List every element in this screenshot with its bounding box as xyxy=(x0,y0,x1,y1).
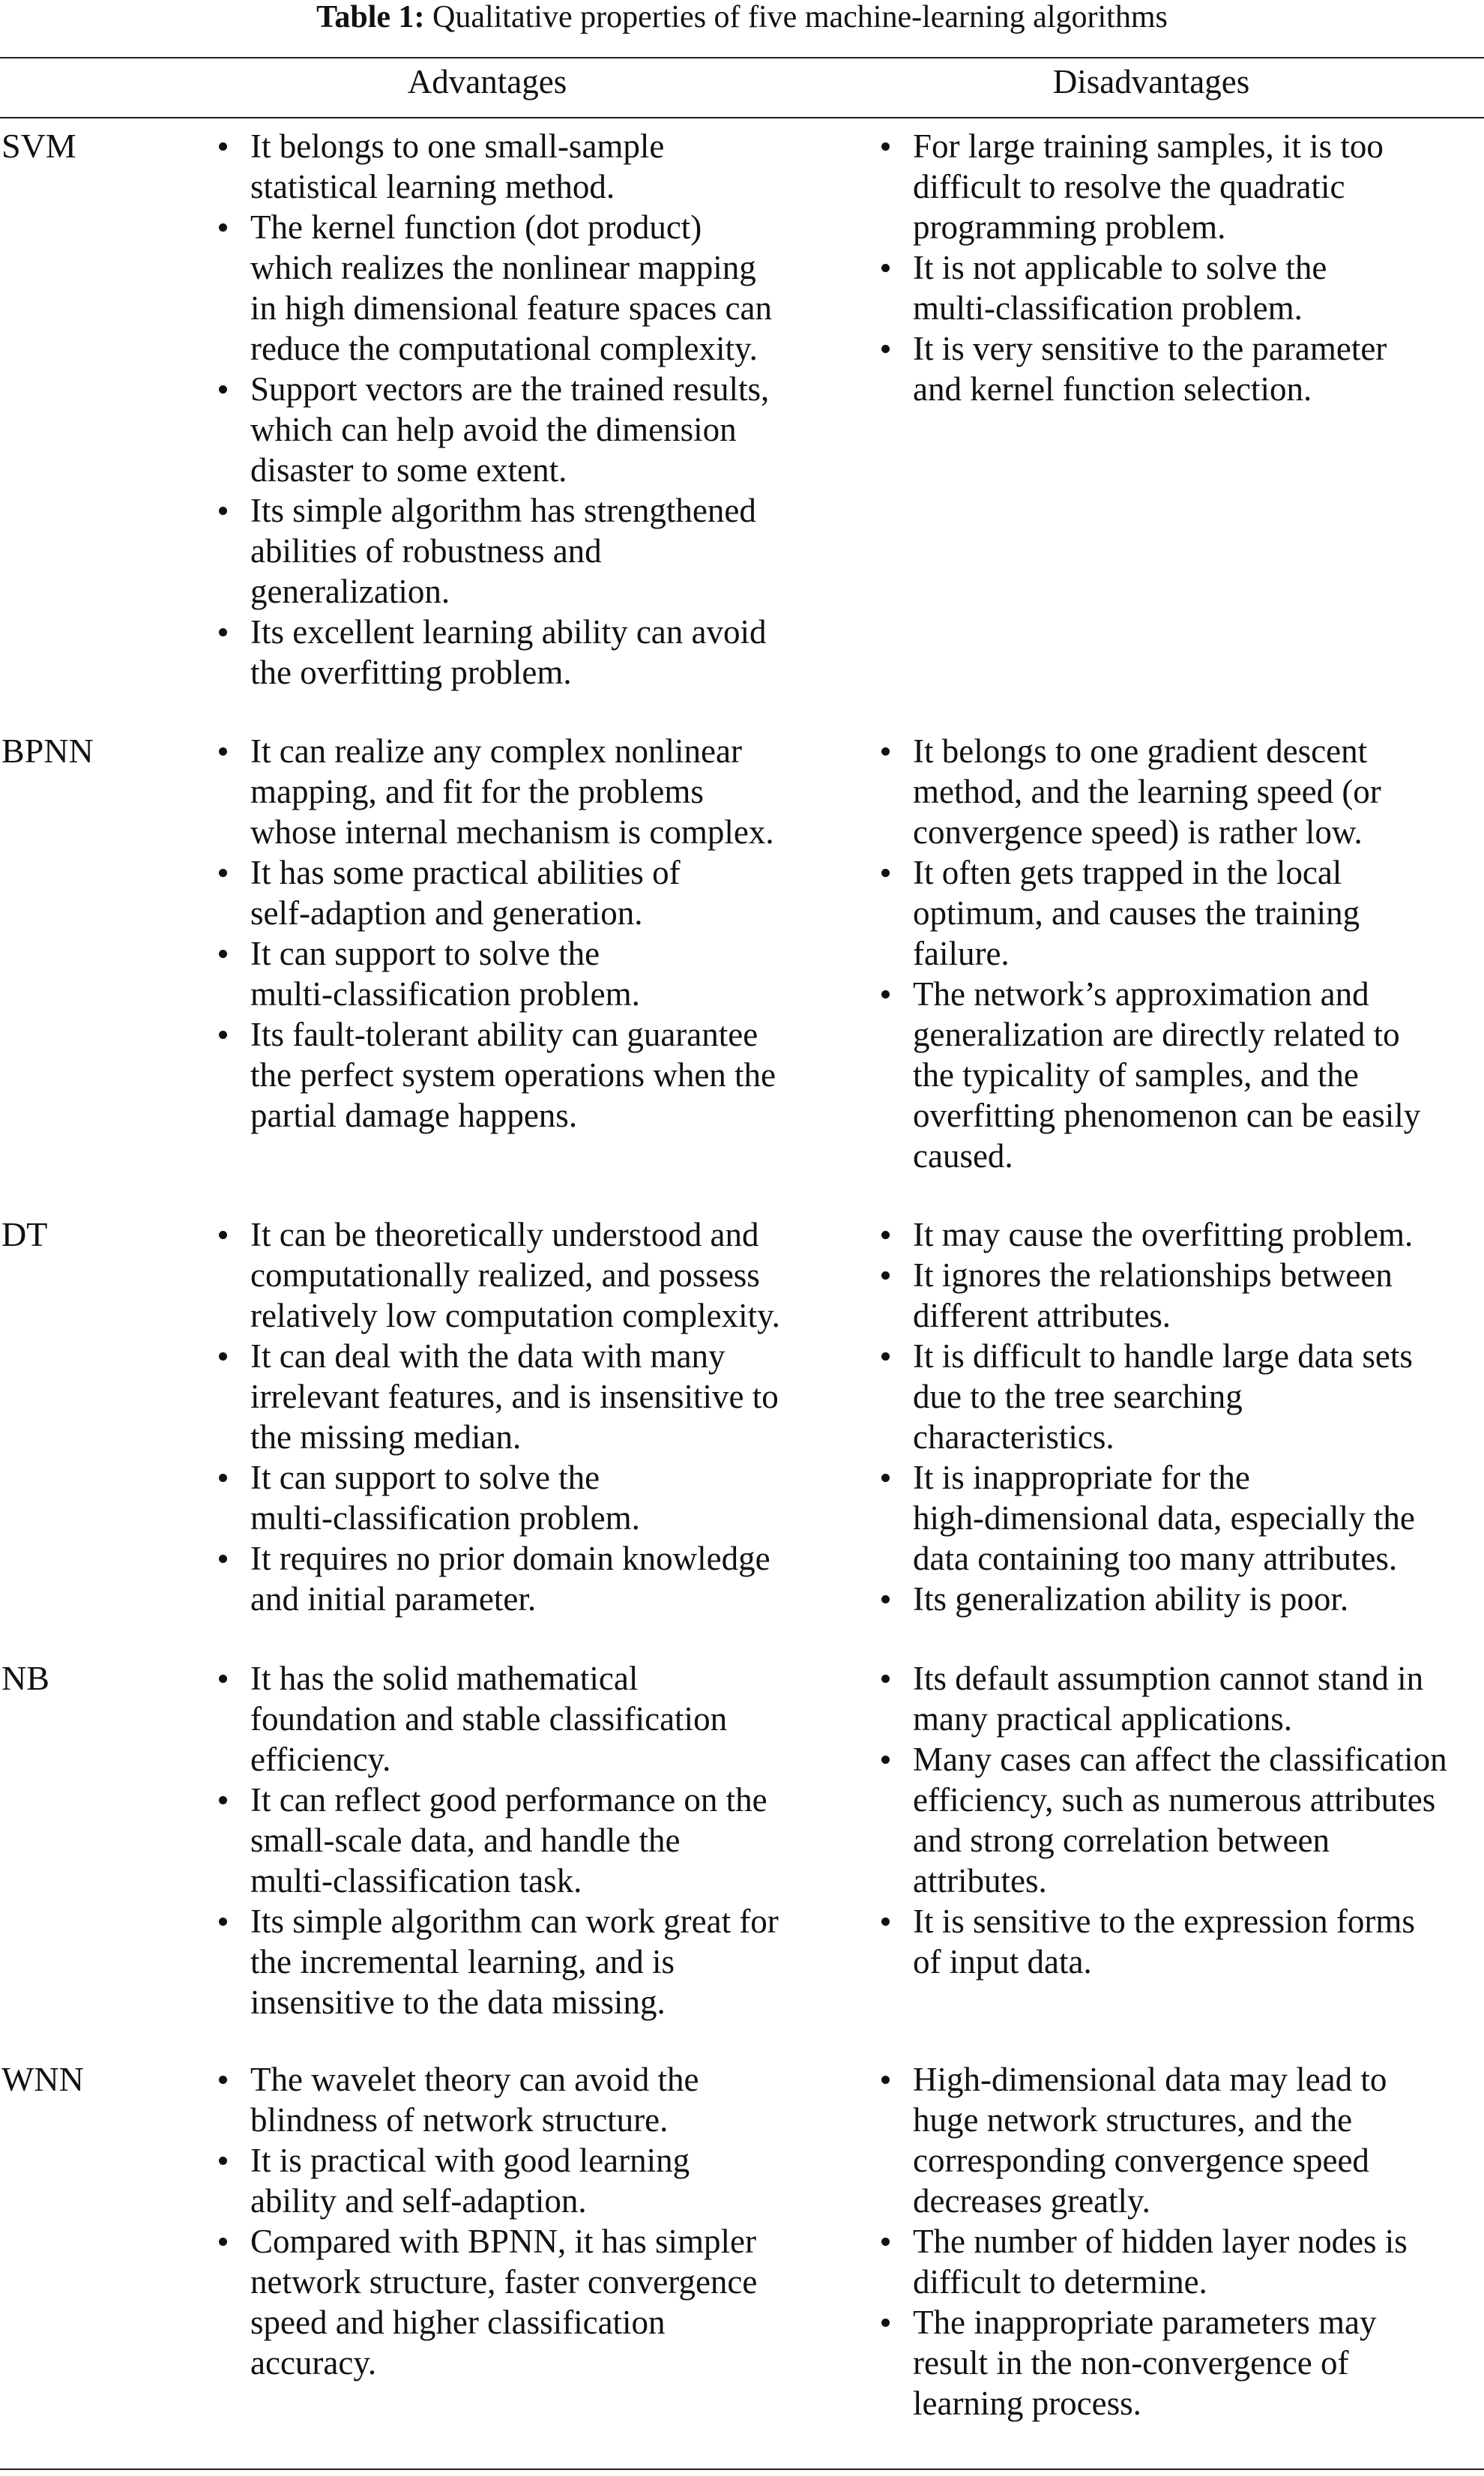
bullet-line: multi-classification problem. xyxy=(250,1499,640,1537)
bullet-line: It is not applicable to solve the xyxy=(913,249,1327,286)
bullet-dot-icon xyxy=(219,1352,227,1361)
bullet-line: It is practical with good learning xyxy=(250,2142,690,2179)
bullet-line: High-dimensional data may lead to xyxy=(913,2061,1387,2098)
bullet-line: learning process. xyxy=(913,2385,1141,2422)
table-caption xyxy=(0,0,1484,34)
bullet-line: The kernel function (dot product) xyxy=(250,208,702,246)
bullet-line: and initial parameter. xyxy=(250,1580,537,1618)
algorithm-name: BPNN xyxy=(1,732,94,770)
bullet-item xyxy=(913,2221,1483,2302)
bullet-item xyxy=(913,247,1483,328)
bullet-line: accuracy. xyxy=(250,2344,377,2382)
bullet-line: computationally realized, and possess xyxy=(250,1256,760,1294)
bullet-dot-icon xyxy=(219,223,227,232)
bullet-line: speed and higher classification xyxy=(250,2304,666,2341)
bullet-dot-icon xyxy=(881,1675,890,1683)
bullet-line: which can help avoid the dimension xyxy=(250,411,737,448)
bullet-dot-icon xyxy=(881,1474,890,1482)
bullet-dot-icon xyxy=(881,869,890,877)
bullet-line: efficiency, such as numerous attributes xyxy=(913,1781,1436,1819)
bullet-line: It belongs to one small-sample xyxy=(250,127,665,165)
bullet-line: caused. xyxy=(913,1137,1013,1175)
bullet-dot-icon xyxy=(219,1555,227,1563)
bullet-line: programming problem. xyxy=(913,208,1226,246)
bullet-item xyxy=(250,731,850,852)
bullet-dot-icon xyxy=(219,142,227,151)
bullet-dot-icon xyxy=(219,1031,227,1039)
bullet-line: many practical applications. xyxy=(913,1700,1293,1738)
bullet-line: It has the solid mathematical xyxy=(250,1660,639,1697)
bullet-item xyxy=(913,1579,1483,1619)
bullet-line: disaster to some extent. xyxy=(250,451,567,489)
bullet-line: It can deal with the data with many xyxy=(250,1337,726,1375)
bullet-line: The number of hidden layer nodes is xyxy=(913,2223,1408,2260)
bullet-item xyxy=(913,328,1483,409)
bullet-item xyxy=(913,974,1483,1176)
bullet-item xyxy=(250,207,850,369)
bullet-line: partial damage happens. xyxy=(250,1097,578,1134)
bullet-line: It often gets trapped in the local xyxy=(913,854,1342,891)
bullet-line: difficult to determine. xyxy=(913,2263,1207,2301)
bullet-dot-icon xyxy=(219,1474,227,1482)
bullet-dot-icon xyxy=(881,990,890,998)
bullet-line: self-adaption and generation. xyxy=(250,894,643,932)
bullet-line: foundation and stable classification xyxy=(250,1700,728,1738)
bullet-dot-icon xyxy=(219,1675,227,1683)
bullet-line: relatively low computation complexity. xyxy=(250,1297,780,1334)
bullet-item xyxy=(250,1658,850,1780)
bullet-line: in high dimensional feature spaces can xyxy=(250,289,773,327)
bullet-dot-icon xyxy=(881,2238,890,2246)
disadvantages-list xyxy=(913,1658,1483,1982)
header-disadvantages: Disadvantages xyxy=(1052,63,1250,100)
bullet-line: overfitting phenomenon can be easily xyxy=(913,1097,1421,1134)
header-rule xyxy=(0,117,1484,118)
bullet-line: due to the tree searching xyxy=(913,1378,1243,1415)
bullet-dot-icon xyxy=(219,385,227,394)
bullet-line: multi-classification task. xyxy=(250,1862,582,1900)
bullet-line: multi-classification problem. xyxy=(913,289,1303,327)
bullet-line: convergence speed) is rather low. xyxy=(913,813,1363,851)
bullet-line: It can reflect good performance on the xyxy=(250,1781,767,1819)
bullet-line: network structure, faster convergence xyxy=(250,2263,758,2301)
bullet-line: failure. xyxy=(913,935,1010,972)
bullet-dot-icon xyxy=(881,747,890,756)
advantages-list xyxy=(250,1658,850,2022)
bullet-item xyxy=(250,933,850,1014)
bullet-line: Its simple algorithm can work great for xyxy=(250,1903,779,1940)
bullet-line: of input data. xyxy=(913,1943,1092,1981)
bullet-line: It can support to solve the xyxy=(250,1459,600,1496)
bullet-item xyxy=(913,1739,1483,1901)
bullet-item xyxy=(250,2140,850,2221)
bullet-line: characteristics. xyxy=(913,1418,1114,1456)
table-caption-text: Qualitative properties of five machine-learning algorithms xyxy=(432,0,1168,34)
bullet-item xyxy=(250,1457,850,1538)
advantages-list xyxy=(250,126,850,693)
bullet-item xyxy=(913,852,1483,974)
bullet-line: It belongs to one gradient descent xyxy=(913,732,1368,770)
bullet-line: huge network structures, and the xyxy=(913,2101,1353,2139)
bullet-line: insensitive to the data missing. xyxy=(250,1983,666,2021)
bullet-item xyxy=(250,126,850,207)
bullet-dot-icon xyxy=(881,1595,890,1603)
bullet-line: Its excellent learning ability can avoid xyxy=(250,613,767,651)
bullet-line: difficult to resolve the quadratic xyxy=(913,168,1345,205)
bullet-line: attributes. xyxy=(913,1862,1047,1900)
bullet-line: reduce the computational complexity. xyxy=(250,330,758,367)
disadvantages-list xyxy=(913,126,1483,409)
bullet-item xyxy=(913,1255,1483,1336)
bullet-dot-icon xyxy=(219,1918,227,1926)
bullet-item xyxy=(250,1336,850,1457)
bullet-line: and kernel function selection. xyxy=(913,370,1312,408)
bullet-item xyxy=(250,369,850,490)
bullet-item xyxy=(250,852,850,933)
bullet-line: It has some practical abilities of xyxy=(250,854,681,891)
disadvantages-list xyxy=(913,1214,1483,1619)
bullet-item xyxy=(250,1780,850,1901)
bullet-line: the typicality of samples, and the xyxy=(913,1056,1359,1094)
algorithm-name: NB xyxy=(1,1659,49,1697)
advantages-list xyxy=(250,2059,850,2383)
bullet-line: efficiency. xyxy=(250,1741,391,1778)
bullet-line: It ignores the relationships between xyxy=(913,1256,1393,1294)
bullet-dot-icon xyxy=(881,1271,890,1280)
algorithm-name: WNN xyxy=(1,2060,84,2098)
bullet-line: optimum, and causes the training xyxy=(913,894,1360,932)
bullet-dot-icon xyxy=(219,869,227,877)
top-rule xyxy=(0,57,1484,58)
bullet-item xyxy=(250,2059,850,2140)
bullet-line: multi-classification problem. xyxy=(250,975,640,1013)
bullet-dot-icon xyxy=(881,142,890,151)
algorithm-name: SVM xyxy=(1,127,76,165)
bullet-dot-icon xyxy=(219,1796,227,1804)
bullet-item xyxy=(250,1538,850,1619)
bullet-dot-icon xyxy=(219,2238,227,2246)
bullet-line: Its simple algorithm has strengthened xyxy=(250,492,756,529)
bullet-line: statistical learning method. xyxy=(250,168,615,205)
bullet-line: Its default assumption cannot stand in xyxy=(913,1660,1424,1697)
bullet-line: the perfect system operations when the xyxy=(250,1056,776,1094)
bullet-item xyxy=(913,1658,1483,1739)
bullet-line: It is inappropriate for the xyxy=(913,1459,1250,1496)
bullet-dot-icon xyxy=(881,2319,890,2327)
bullet-line: whose internal mechanism is complex. xyxy=(250,813,774,851)
bullet-dot-icon xyxy=(219,1231,227,1239)
bullet-dot-icon xyxy=(881,2076,890,2084)
bullet-line: which realizes the nonlinear mapping xyxy=(250,249,756,286)
bullet-line: high-dimensional data, especially the xyxy=(913,1499,1415,1537)
bullet-item xyxy=(913,1214,1483,1255)
bullet-item xyxy=(250,1901,850,2022)
bullet-dot-icon xyxy=(881,1352,890,1361)
bullet-line: result in the non-convergence of xyxy=(913,2344,1349,2382)
bullet-item xyxy=(913,2302,1483,2424)
bullet-item xyxy=(250,2221,850,2383)
table-caption-label: Table 1: xyxy=(316,0,425,34)
bullet-line: Many cases can affect the classification xyxy=(913,1741,1447,1778)
bullet-dot-icon xyxy=(219,747,227,756)
bullet-item xyxy=(913,2059,1483,2221)
bottom-rule xyxy=(0,2469,1484,2470)
advantages-list xyxy=(250,731,850,1136)
bullet-line: It is very sensitive to the parameter xyxy=(913,330,1387,367)
bullet-line: It can be theoretically understood and xyxy=(250,1216,759,1253)
advantages-list xyxy=(250,1214,850,1619)
bullet-line: It requires no prior domain knowledge xyxy=(250,1540,770,1577)
bullet-item xyxy=(913,126,1483,247)
bullet-line: It may cause the overfitting problem. xyxy=(913,1216,1414,1253)
bullet-line: It is sensitive to the expression forms xyxy=(913,1903,1415,1940)
bullet-line: method, and the learning speed (or xyxy=(913,773,1381,810)
bullet-line: For large training samples, it is too xyxy=(913,127,1384,165)
bullet-dot-icon xyxy=(219,507,227,515)
bullet-line: Compared with BPNN, it has simpler xyxy=(250,2223,756,2260)
bullet-item xyxy=(250,1214,850,1336)
bullet-line: The network’s approximation and xyxy=(913,975,1369,1013)
bullet-line: data containing too many attributes. xyxy=(913,1540,1398,1577)
bullet-line: decreases greatly. xyxy=(913,2182,1150,2220)
bullet-line: ability and self-adaption. xyxy=(250,2182,587,2220)
bullet-line: different attributes. xyxy=(913,1297,1171,1334)
bullet-line: It can realize any complex nonlinear xyxy=(250,732,742,770)
bullet-line: Support vectors are the trained results, xyxy=(250,370,770,408)
bullet-item xyxy=(913,731,1483,852)
bullet-line: the missing median. xyxy=(250,1418,522,1456)
header-advantages: Advantages xyxy=(407,63,567,100)
bullet-line: mapping, and fit for the problems xyxy=(250,773,704,810)
bullet-line: corresponding convergence speed xyxy=(913,2142,1369,2179)
bullet-line: abilities of robustness and xyxy=(250,532,602,570)
bullet-line: Its fault-tolerant ability can guarantee xyxy=(250,1016,758,1053)
bullet-line: small-scale data, and handle the xyxy=(250,1822,681,1859)
bullet-dot-icon xyxy=(219,628,227,636)
bullet-dot-icon xyxy=(219,2157,227,2165)
disadvantages-list xyxy=(913,731,1483,1176)
bullet-dot-icon xyxy=(219,950,227,958)
algorithm-name: DT xyxy=(1,1215,48,1253)
bullet-dot-icon xyxy=(881,1231,890,1239)
bullet-line: the incremental learning, and is xyxy=(250,1943,675,1981)
disadvantages-list xyxy=(913,2059,1483,2424)
bullet-dot-icon xyxy=(881,345,890,353)
bullet-line: and strong correlation between xyxy=(913,1822,1330,1859)
bullet-line: It can support to solve the xyxy=(250,935,600,972)
bullet-line: generalization are directly related to xyxy=(913,1016,1400,1053)
bullet-dot-icon xyxy=(881,1756,890,1764)
bullet-dot-icon xyxy=(219,2076,227,2084)
bullet-line: the overfitting problem. xyxy=(250,654,572,691)
bullet-line: It is difficult to handle large data sets xyxy=(913,1337,1413,1375)
bullet-item xyxy=(250,612,850,693)
bullet-line: blindness of network structure. xyxy=(250,2101,669,2139)
bullet-dot-icon xyxy=(881,264,890,272)
bullet-line: generalization. xyxy=(250,573,450,610)
bullet-line: The wavelet theory can avoid the xyxy=(250,2061,699,2098)
bullet-line: Its generalization ability is poor. xyxy=(913,1580,1349,1618)
bullet-dot-icon xyxy=(881,1918,890,1926)
bullet-item xyxy=(913,1336,1483,1457)
bullet-line: The inappropriate parameters may xyxy=(913,2304,1377,2341)
bullet-item xyxy=(250,1014,850,1136)
bullet-line: irrelevant features, and is insensitive to xyxy=(250,1378,779,1415)
bullet-item xyxy=(913,1901,1483,1982)
bullet-item xyxy=(250,490,850,612)
bullet-item xyxy=(913,1457,1483,1579)
